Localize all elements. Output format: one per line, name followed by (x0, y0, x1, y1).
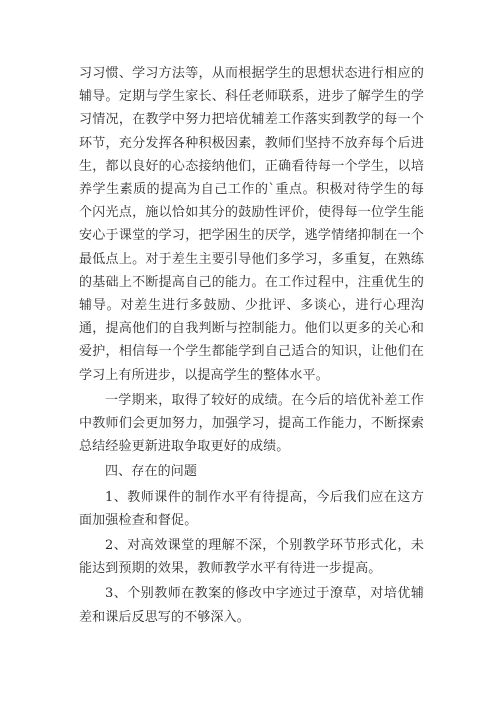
paragraph-semester-summary: 一学期来，取得了较好的成绩。在今后的培优补差工作中教师们会更加努力，加强学习，提高工作能力，不断探索总结经验更新进取争取更好的成绩。 (79, 392, 424, 455)
paragraph-continuation: 习习惯、学习方法等，从而根据学生的思想状态进行相应的辅导。定期与学生家长、科任老师联系，进步了解学生的学习情况，在教学中努力把培优辅差工作落实到教学的每一个环节，充分发挥各种积极因素，教师们坚持不放弃每个后进生，都以良好的心态接纳他们，正确看待每一个学生，以培养学生素质的提高为自己工作的`重点。积极对待学生的每个闪光点，施以恰如其分的鼓励性评价，使得每一位学生能安心于课堂的学习，把学困生的厌学，逃学情绪抑制在一个最低点上。对于差生主要引导他们多学习，多重复，在熟练的基础上不断提高自己的能力。在工作过程中，注重优生的辅导。对差生进行多鼓励、少批评、多谈心，进行心理沟通，提高他们的自我判断与控制能力。他们以更多的关心和爱护，相信每一个学生都能学到自己适合的知识，让他们在学习上有所进步，以提高学生的整体水平。 (79, 66, 424, 383)
problem-item-3: 3、个别教师在教案的修改中字迹过于潦草，对培优辅差和课后反思写的不够深入。 (79, 586, 424, 625)
document-body (79, 62, 424, 631)
problem-item-1: 1、教师课件的制作水平有待提高，今后我们应在这方面加强检查和督促。 (79, 489, 424, 528)
problem-item-2: 2、对高效课堂的理解不深，个别教学环节形式化，未能达到预期的效果，教师教学水平有待进一步提高。 (79, 538, 424, 577)
section-heading-problems: 四、存在的问题 (105, 464, 198, 480)
